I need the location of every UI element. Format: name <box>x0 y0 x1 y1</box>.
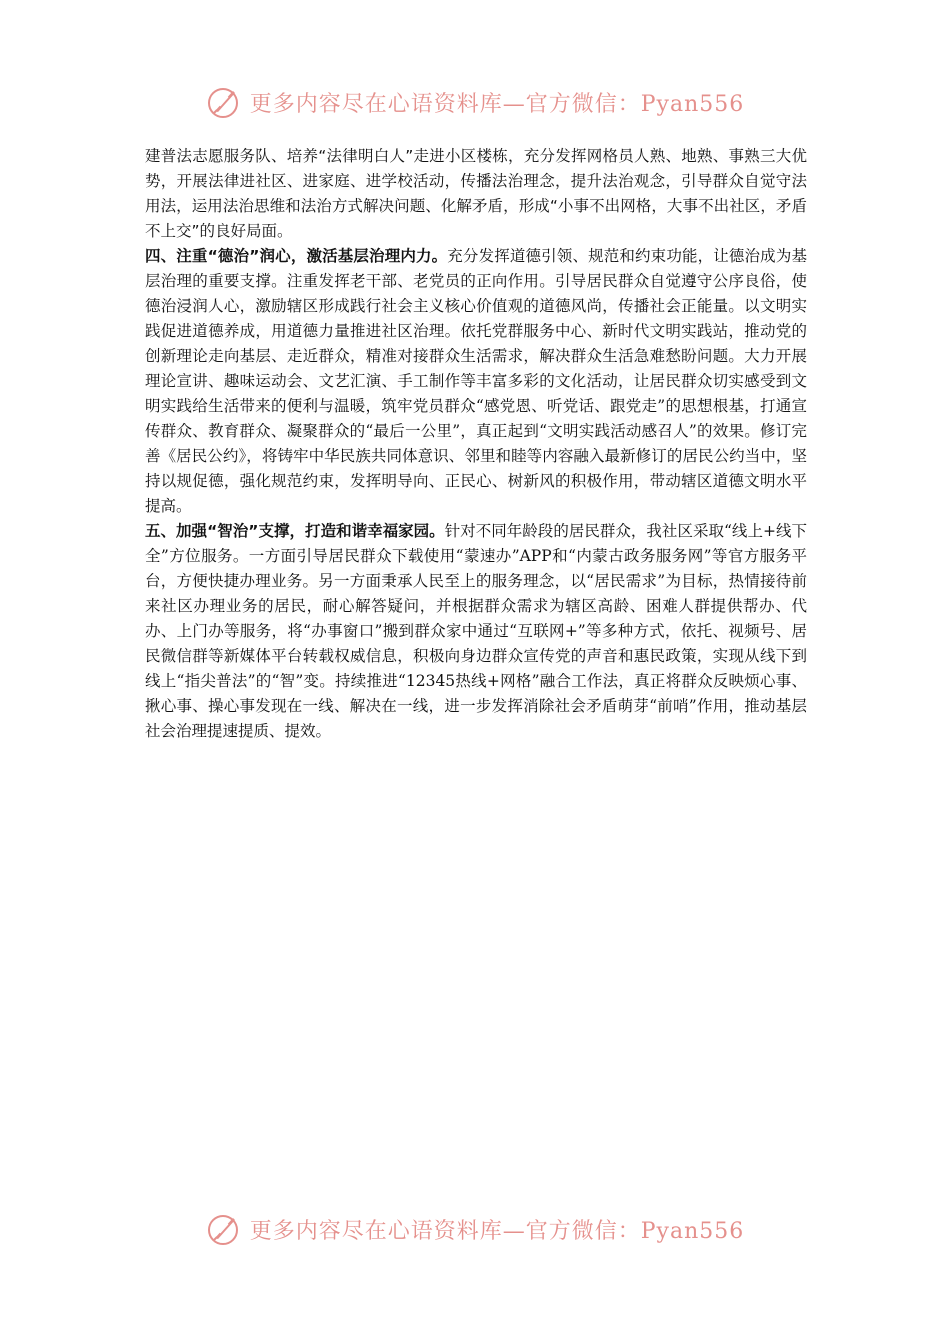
section-4-paragraph <box>145 244 807 519</box>
intro-paragraph: 建普法志愿服务队、培养“法律明白人”走进小区楼栋，充分发挥网格员人熟、地熟、事熟三大优势，开展法律进社区、进家庭、进学校活动，传播法治理念，提升法治观念，引导群众自觉守法用法，运用法治思维和法治方式解决问题、化解矛盾，形成“小事不出网格，大事不出社区，矛盾不上交”的良好局面。 <box>145 147 807 240</box>
section-5-paragraph <box>145 519 807 744</box>
footer-banner-text: 更多内容尽在心语资料库—官方微信：Pyan556 <box>249 1218 745 1244</box>
header-banner <box>0 82 950 122</box>
quill-pen-logo-icon <box>206 84 242 120</box>
section-4-body: 充分发挥道德引领、规范和约束功能，让德治成为基层治理的重要支撑。注重发挥老干部、老党员的正向作用。引导居民群众自觉遵守公序良俗，使德治浸润人心，激励辖区形成践行社会主义核心价值观的道德风尚，传播社会正能量。以文明实践促进道德养成，用道德力量推进社区治理。依托党群服务中心、新时代文明实践站，推动党的创新理论走向基层、走近群众，精准对接群众生活需求，解决群众生活急难愁盼问题。大力开展理论宣讲、趣味运动会、文艺汇演、手工制作等丰富多彩的文化活动，让居民群众切实感受到文明实践给生活带来的便利与温暖，筑牢党员群众“感党恩、听党话、跟党走”的思想根基，打通宣传群众、教育群众、凝聚群众的“最后一公里”，真正起到“文明实践活动感召人”的效果。修订完善《居民公约》，将铸牢中华民族共同体意识、邻里和睦等内容融入最新修订的居民公约当中，坚持以规促德，强化规范约束，发挥明导向、正民心、树新风的积极作用，带动辖区道德文明水平提高。 <box>145 247 807 515</box>
section-5-body: 针对不同年龄段的居民群众，我社区采取“线上+线下全”方位服务。一方面引导居民群众下载使用“蒙速办”APP和“内蒙古政务服务网”等官方服务平台，方便快捷办理业务。另一方面秉承人民至上的服务理念，以“居民需求”为目标，热情接待前来社区办理业务的居民，耐心解答疑问，并根据群众需求为辖区高龄、困难人群提供帮办、代办、上门办等服务，将“办事窗口”搬到群众家中通过“互联网+”等多种方式，依托、视频号、居民微信群等新媒体平台转载权威信息，积极向身边群众宣传党的声音和惠民政策，实现从线下到线上“指尖普法”的“智”变。持续推进“12345热线+网格”融合工作法，真正将群众反映烦心事、揪心事、操心事发现在一线、解决在一线，进一步发挥消除社会矛盾萌芽“前哨”作用，推动基层社会治理提速提质、提效。 <box>145 522 807 740</box>
document-body <box>145 144 807 744</box>
footer-banner <box>0 1209 950 1249</box>
section-4-heading: 四、注重“德治”润心，激活基层治理内力。 <box>145 247 448 265</box>
quill-pen-logo-icon <box>206 1211 242 1247</box>
section-5-heading: 五、加强“智治”支撑，打造和谐幸福家园。 <box>145 522 445 540</box>
header-banner-text: 更多内容尽在心语资料库—官方微信：Pyan556 <box>249 91 745 117</box>
